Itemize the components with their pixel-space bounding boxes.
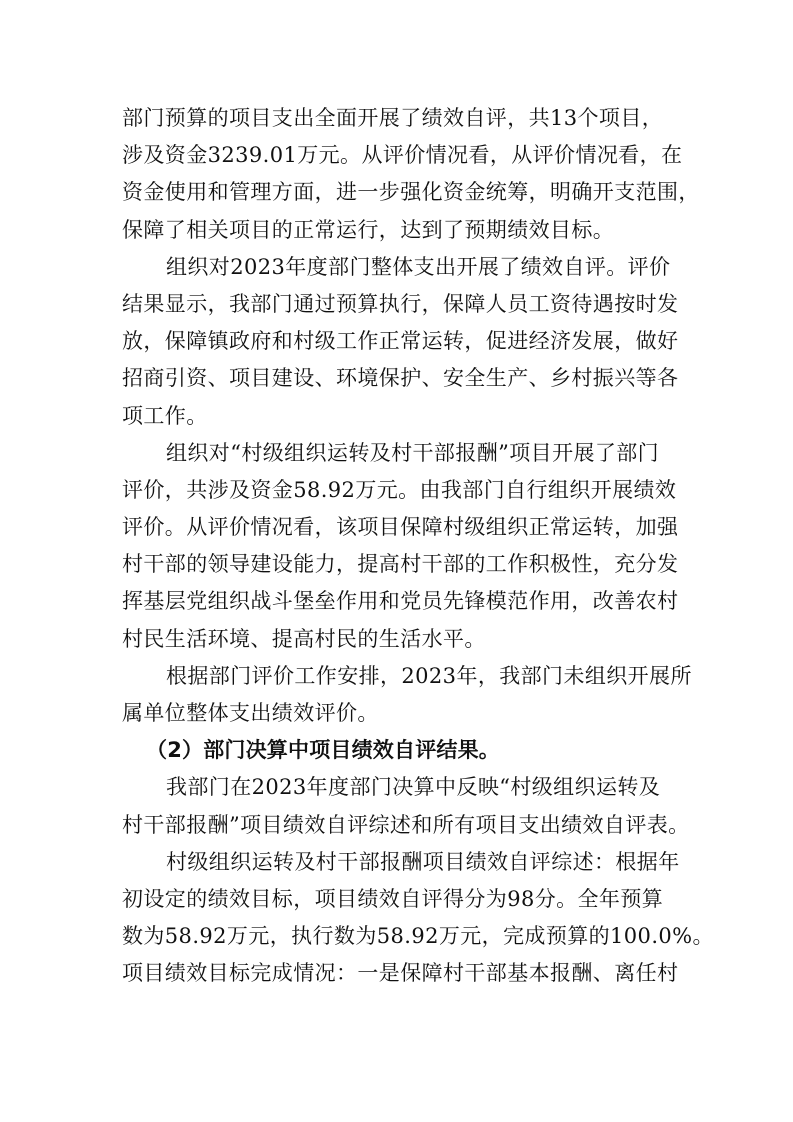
text-line: 结果显示，我部门通过预算执行，保障人员工资待遇按时发: [122, 291, 679, 316]
text-line: 挥基层党组织战斗堡垒作用和党员先锋模范作用，改善农村: [122, 589, 679, 614]
text-line: 村干部报酬”项目绩效自评综述和所有项目支出绩效自评表。: [122, 812, 690, 837]
text-line: 村干部的领导建设能力，提高村干部的工作积极性，充分发: [122, 552, 679, 577]
text-line: 资金使用和管理方面，进一步强化资金统筹，明确开支范围，: [122, 180, 700, 205]
text-line: 放，保障镇政府和村级工作正常运转，促进经济发展，做好: [122, 329, 679, 354]
section-heading: （2）部门决算中项目绩效自评结果。: [146, 738, 501, 763]
body-text: [122, 100, 714, 993]
paragraph-first-line: 组织对2023年度部门整体支出开展了绩效自评。评价: [166, 254, 671, 279]
text-line: 项工作。: [122, 403, 208, 428]
text-line: 属单位整体支出绩效评价。: [122, 701, 379, 725]
paragraph-first-line: 根据部门评价工作安排，2023年，我部门未组织开展所: [166, 663, 692, 688]
text-line: 评价。从评价情况看，该项目保障村级组织正常运转，加强: [122, 515, 679, 540]
text-line: 招商引资、项目建设、环境保护、安全生产、乡村振兴等各: [122, 366, 679, 391]
text-line: 部门预算的项目支出全面开展了绩效自评，共13个项目，: [122, 106, 664, 130]
paragraph-first-line: 我部门在2023年度部门决算中反映“村级组织运转及: [166, 775, 661, 800]
text-line: 项目绩效目标完成情况：一是保障村干部基本报酬、离任村: [122, 961, 679, 986]
text-line: 初设定的绩效目标，项目绩效自评得分为98分。全年预算: [122, 886, 664, 911]
text-line: 数为58.92万元，执行数为58.92万元，完成预算的100.0%。: [122, 924, 714, 949]
paragraph-first-line: 组织对“村级组织运转及村干部报酬”项目开展了部门: [166, 440, 660, 465]
text-line: 涉及资金3239.01万元。从评价情况看，从评价情况看，在: [122, 143, 683, 168]
text-line: 评价，共涉及资金58.92万元。由我部门自行组织开展绩效: [122, 477, 677, 502]
text-line: 保障了相关项目的正常运行，达到了预期绩效目标。: [122, 217, 615, 242]
paragraph-first-line: 村级组织运转及村干部报酬项目绩效自评综述：根据年: [166, 849, 680, 874]
text-line: 村民生活环境、提高村民的生活水平。: [122, 626, 486, 651]
